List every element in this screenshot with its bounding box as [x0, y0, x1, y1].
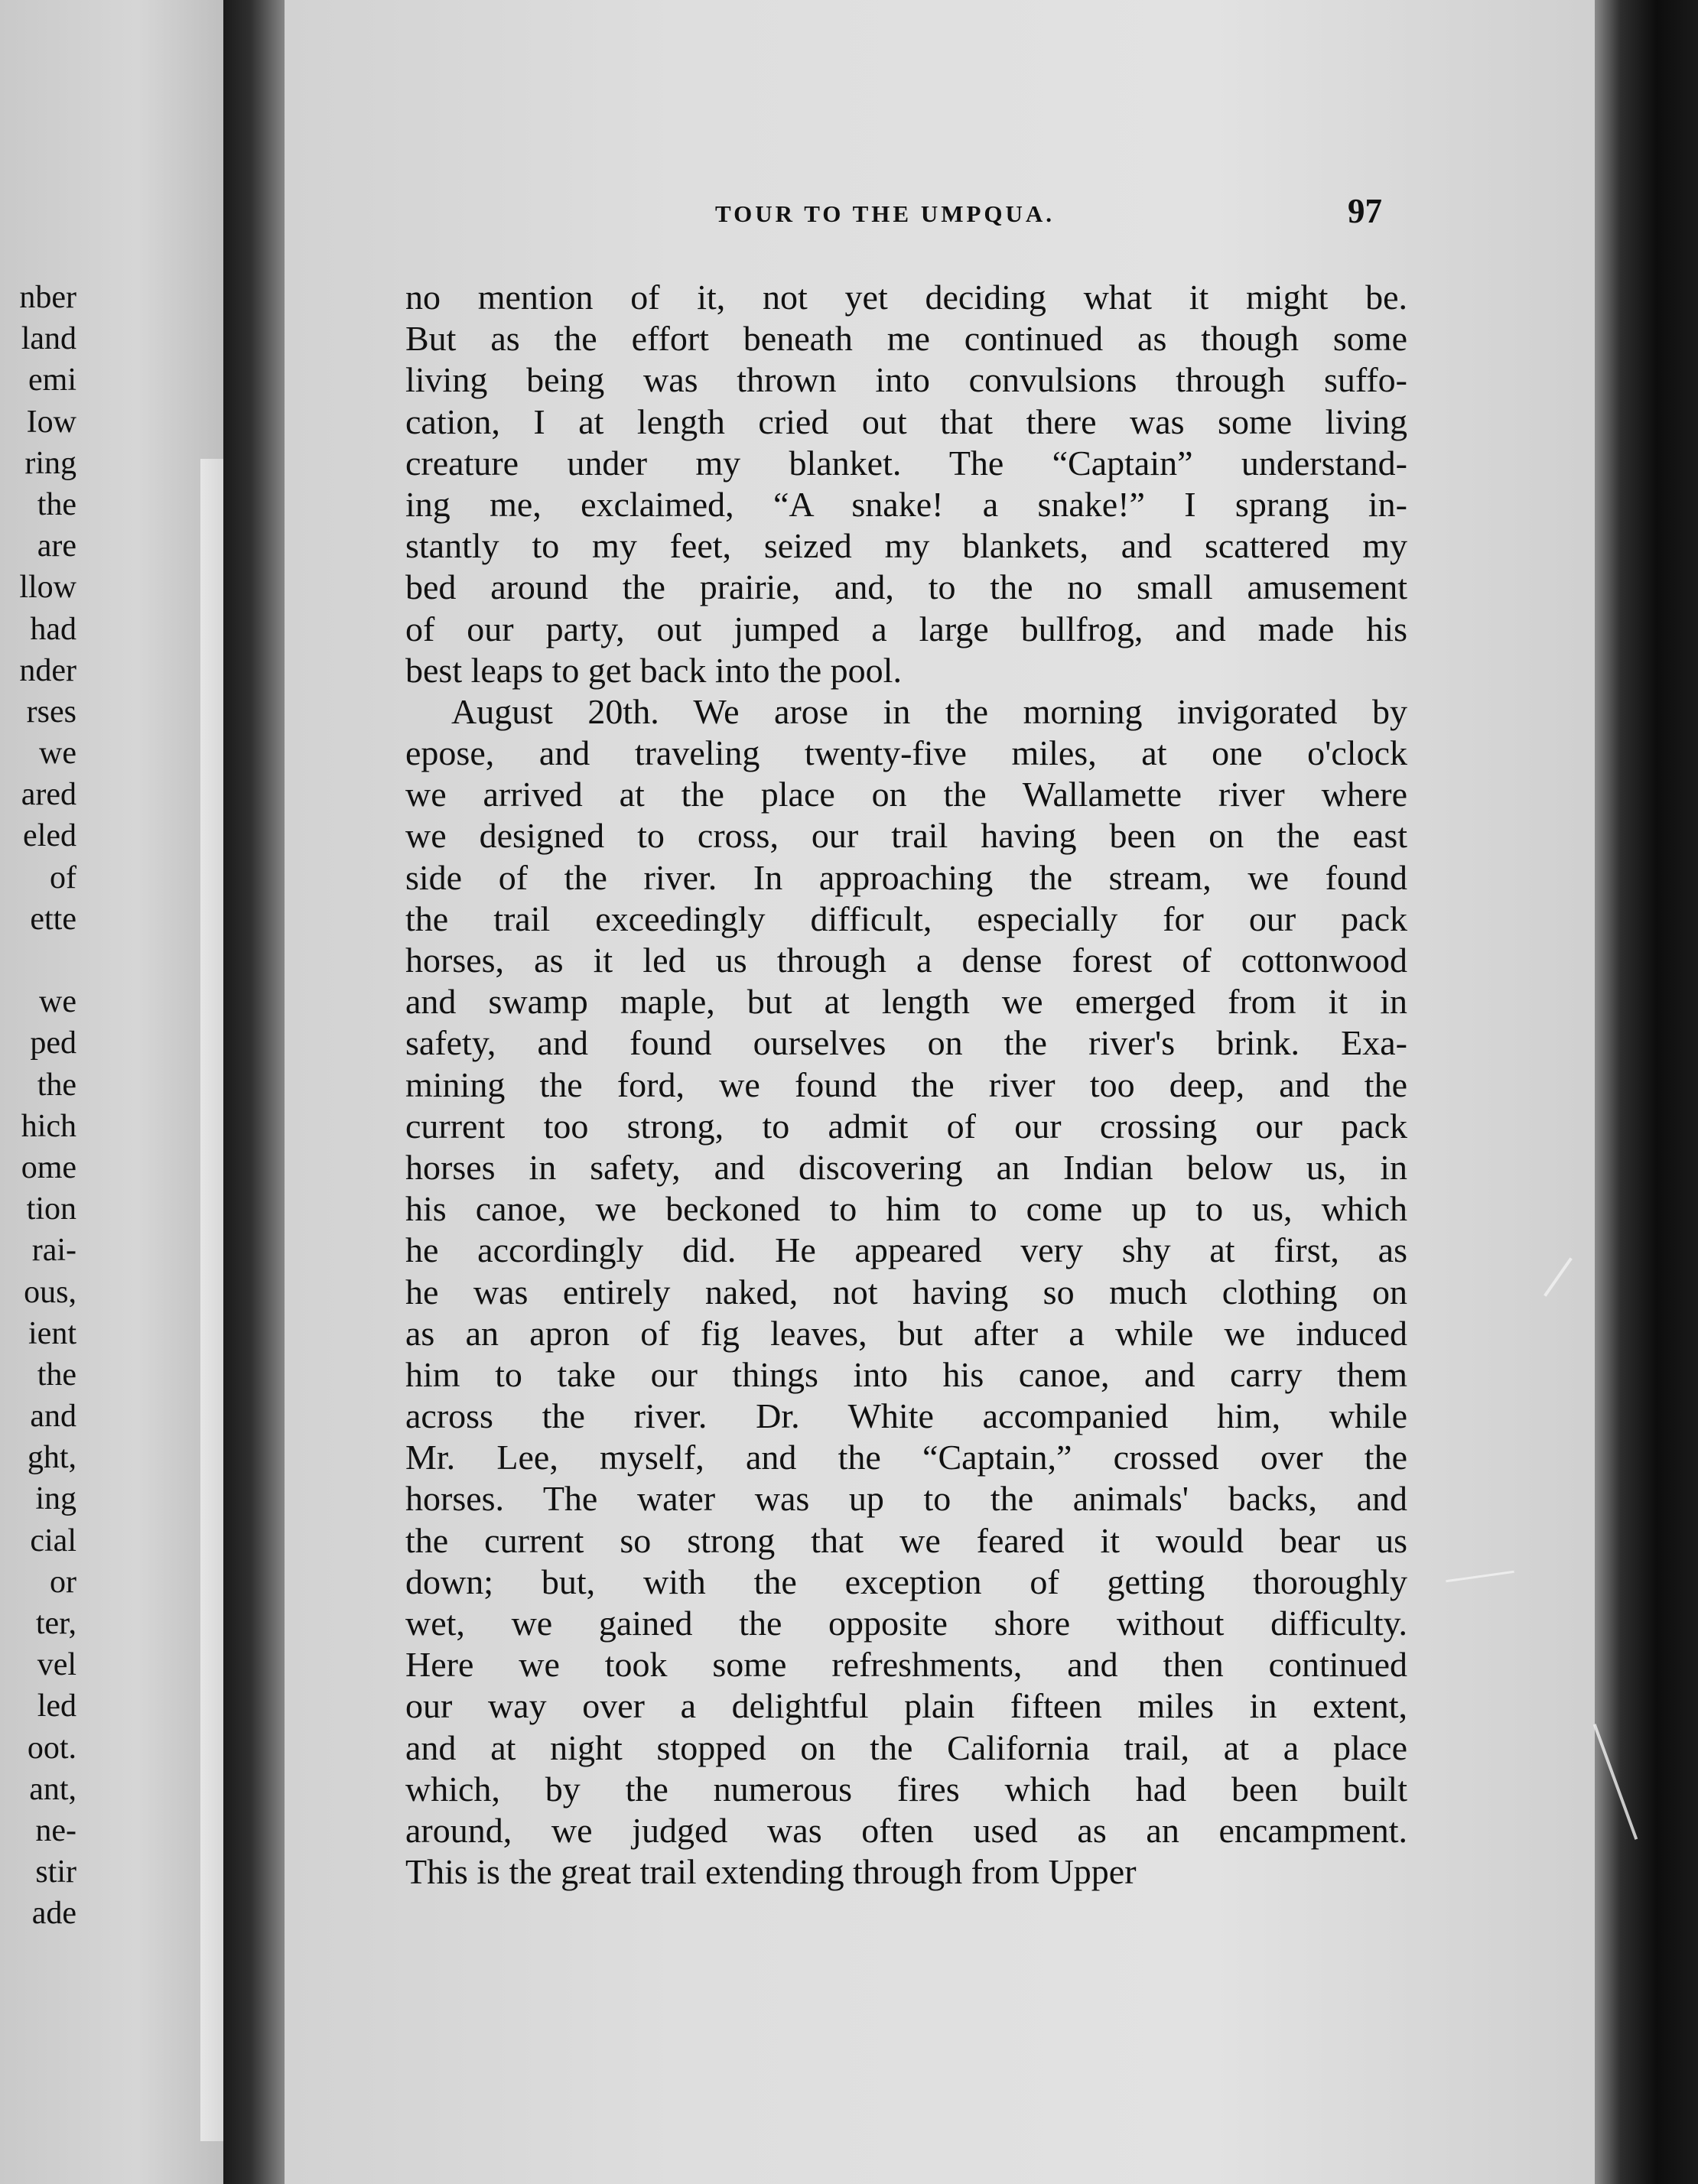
- left-page-fragment: we: [39, 736, 76, 772]
- text-line: our way over a delightful plain fifteen miles in extent,: [405, 1686, 1407, 1726]
- left-page-fragment: ared: [21, 777, 76, 813]
- left-page-fragment: ome: [21, 1149, 76, 1185]
- left-page-fragment: hich: [21, 1108, 76, 1144]
- text-line: Mr. Lee, myself, and the “Captain,” crossed over the: [405, 1438, 1407, 1477]
- left-page-fragment: rses: [26, 694, 76, 730]
- text-line: down; but, with the exception of getting thoroughly: [405, 1562, 1407, 1601]
- text-line: of our party, out jumped a large bullfrog, and made his: [405, 609, 1407, 648]
- text-line: the trail exceedingly difficult, especially for our pack: [405, 899, 1407, 938]
- text-line: This is the great trail extending through from Upper: [405, 1852, 1137, 1892]
- body-text: [405, 277, 1407, 1893]
- text-line: living being was thrown into convulsions through suffo-: [405, 360, 1407, 400]
- left-page-fragment: eled: [23, 818, 76, 854]
- text-line: Here we took some refreshments, and then continued: [405, 1645, 1407, 1685]
- left-page-fragment: vel: [37, 1647, 76, 1683]
- left-page-fragment: ne-: [35, 1812, 76, 1848]
- text-line: current too strong, to admit of our crossing our pack: [405, 1106, 1407, 1146]
- text-line: ing me, exclaimed, “A snake! a snake!” I sprang in-: [405, 484, 1407, 524]
- text-line: horses, as it led us through a dense forest of cottonwood: [405, 941, 1407, 980]
- left-page-fragment: had: [30, 611, 76, 647]
- text-line: we arrived at the place on the Wallamette river where: [405, 775, 1407, 814]
- left-page-fragment: we: [39, 984, 76, 1020]
- left-page-fragment: tion: [26, 1191, 76, 1227]
- page-number: 97: [1348, 192, 1382, 230]
- text-line: we designed to cross, our trail having been on the east: [405, 816, 1407, 856]
- left-page-fragment: rai-: [31, 1233, 76, 1269]
- left-page-fragment: ient: [28, 1315, 76, 1351]
- left-page-fragment: land: [21, 321, 76, 357]
- text-line: he accordingly did. He appeared very shy at first, as: [405, 1230, 1407, 1270]
- left-page-fragment: the: [37, 486, 76, 522]
- left-page-fragment: are: [37, 528, 76, 564]
- text-line: best leaps to get back into the pool.: [405, 650, 902, 690]
- text-line: mining the ford, we found the river too deep, and the: [405, 1064, 1407, 1104]
- text-line: horses. The water was up to the animals' backs, and: [405, 1479, 1407, 1519]
- text-line: creature under my blanket. The “Captain” understand-: [405, 443, 1407, 483]
- left-page-fragment: ring: [24, 445, 76, 481]
- left-page-fragment: nder: [19, 652, 76, 688]
- text-line: across the river. Dr. White accompanied him, while: [405, 1396, 1407, 1436]
- left-page-fragment: [0, 940, 76, 981]
- text-line: side of the river. In approaching the stream, we found: [405, 857, 1407, 897]
- left-page-fragment: led: [37, 1688, 76, 1724]
- left-page-fragment: ing: [35, 1481, 76, 1517]
- text-line: wet, we gained the opposite shore without difficulty.: [405, 1604, 1407, 1643]
- left-page-fragment: ade: [31, 1896, 76, 1932]
- text-line: But as the effort beneath me continued as though some: [405, 319, 1407, 359]
- left-page-fragment: cial: [30, 1523, 76, 1558]
- left-page-fragment: of: [50, 860, 76, 895]
- gutter-shadow: [223, 0, 292, 2184]
- text-line: horses in safety, and discovering an Indian below us, in: [405, 1147, 1407, 1187]
- left-page-fragments: [0, 277, 76, 1935]
- left-page-fragment: emi: [28, 362, 76, 398]
- left-page-fragment: and: [30, 1399, 76, 1435]
- text-line: safety, and found ourselves on the river's brink. Exa-: [405, 1023, 1407, 1063]
- left-page-fragment: ght,: [27, 1440, 76, 1476]
- left-page-fragment: stir: [35, 1854, 76, 1890]
- text-line: August 20th. We arose in the morning invigorated by: [451, 691, 1407, 731]
- left-page-fragment: llow: [19, 570, 76, 606]
- text-line: him to take our things into his canoe, and carry them: [405, 1354, 1407, 1394]
- text-line: and at night stopped on the California trail, at a place: [405, 1727, 1407, 1767]
- text-line: stantly to my feet, seized my blankets, and scattered my: [405, 526, 1407, 566]
- left-page-fragment: or: [50, 1564, 76, 1600]
- running-head: TOUR TO THE UMPQUA.: [715, 200, 1056, 227]
- text-line: as an apron of fig leaves, but after a while we induced: [405, 1313, 1407, 1353]
- text-line: bed around the prairie, and, to the no small amusement: [405, 567, 1407, 607]
- left-page-fragment: oot.: [27, 1730, 76, 1766]
- text-line: he was entirely naked, not having so much clothing on: [405, 1272, 1407, 1311]
- left-page-fragment: the: [37, 1357, 76, 1393]
- text-line: and swamp maple, but at length we emerged from it in: [405, 982, 1407, 1022]
- left-page-fragment: ter,: [35, 1606, 76, 1641]
- left-page-fragment: ped: [30, 1025, 76, 1061]
- left-page-fragment: ant,: [29, 1771, 76, 1807]
- text-line: epose, and traveling twenty-five miles, at one o'clock: [405, 733, 1407, 773]
- left-page-fragment: nber: [19, 280, 76, 315]
- text-line: around, we judged was often used as an encampment.: [405, 1810, 1407, 1850]
- text-line: no mention of it, not yet deciding what it might be.: [405, 278, 1407, 317]
- text-line: which, by the numerous fires which had been built: [405, 1769, 1407, 1809]
- left-page-fragment: ette: [30, 901, 76, 937]
- left-page-fragment: Iow: [26, 404, 76, 440]
- book-edge: [1595, 0, 1698, 2184]
- text-line: cation, I at length cried out that there was some living: [405, 401, 1407, 441]
- left-page-fragment: ous,: [24, 1274, 76, 1310]
- left-page-fragment: the: [37, 1067, 76, 1103]
- text-line: his canoe, we beckoned to him to come up to us, which: [405, 1189, 1407, 1229]
- text-line: the current so strong that we feared it would bear us: [405, 1520, 1407, 1560]
